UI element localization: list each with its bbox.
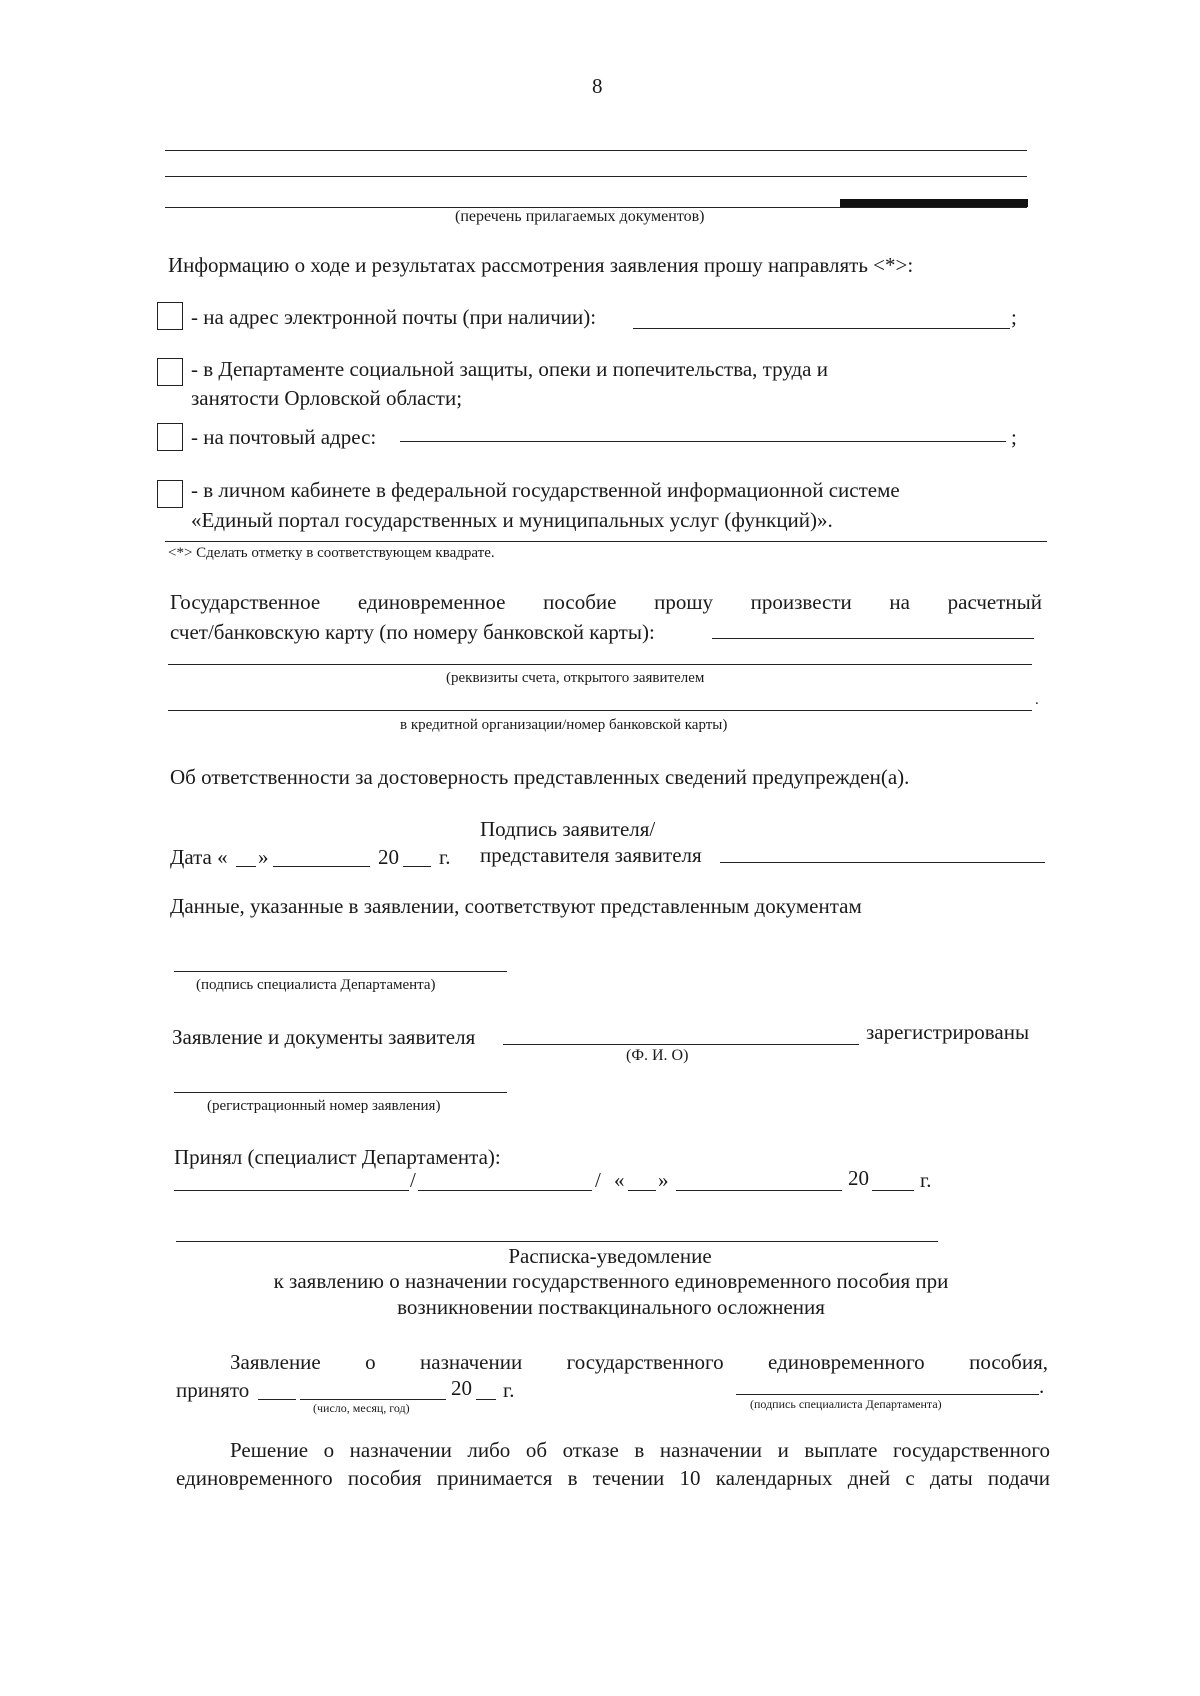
accepted-signature-field[interactable] (174, 1190, 409, 1191)
receipt-year-prefix: 20 (451, 1376, 472, 1400)
accepted-close-quote: » (658, 1168, 669, 1192)
registration-number-field[interactable] (174, 1092, 507, 1093)
accepted-label: Принял (специалист Департамента): (174, 1145, 501, 1169)
checkbox-email[interactable] (157, 302, 183, 330)
receipt-date-caption: (число, месяц, год) (313, 1401, 410, 1415)
receipt-accepted-prefix: принято (176, 1378, 250, 1402)
registered-caption: (Ф. И. О) (626, 1047, 689, 1064)
applicant-name-field[interactable] (503, 1044, 859, 1045)
receipt-year-field[interactable] (476, 1399, 496, 1400)
card-number-field[interactable] (712, 638, 1034, 639)
receipt-subtitle-1: к заявлению о назначении государственного единовременного пособия при (273, 1269, 949, 1293)
accepted-slash-1: / (410, 1168, 416, 1192)
account-line-end: . (1035, 692, 1039, 708)
payment-line-1: Государственное единовременное пособие прошу произвести на расчетный (170, 590, 1042, 614)
attachments-caption: (перечень прилагаемых документов) (455, 208, 705, 225)
option-email-label: - на адрес электронной почты (при наличии): (191, 305, 597, 329)
reg-number-caption: (регистрационный номер заявления) (207, 1098, 441, 1114)
checkbox-postal[interactable] (157, 423, 183, 451)
option-email-end: ; (1011, 305, 1017, 329)
option-department-line1: - в Департаменте социальной защиты, опеки и попечительства, труда и (191, 357, 828, 381)
account-details-line-2[interactable] (168, 710, 1032, 711)
responsibility-statement: Об ответственности за достоверность представленных сведений предупрежден(а). (170, 765, 910, 789)
accepted-day-field[interactable] (628, 1190, 656, 1191)
accepted-slash-2: / (595, 1168, 601, 1192)
info-intro: Информацию о ходе и результатах рассмотрения заявления прошу направлять <*>: (168, 253, 914, 277)
email-field[interactable] (633, 328, 1010, 329)
option-department-line2: занятости Орловской области; (191, 386, 463, 410)
page-number: 8 (592, 74, 603, 98)
accepted-year-prefix: 20 (848, 1166, 869, 1190)
receipt-decision-line-1: Решение о назначении либо об отказе в назначении и выплате государственного (230, 1438, 1050, 1462)
date-close-quote: » (258, 845, 269, 869)
receipt-day-field[interactable] (258, 1399, 296, 1400)
receipt-sign-caption: (подпись специалиста Департамента) (750, 1397, 942, 1411)
accepted-name-field[interactable] (418, 1190, 592, 1191)
account-details-line-1[interactable] (168, 664, 1032, 665)
receipt-line-1: Заявление о назначении государственного единовременного пособия, (230, 1350, 1048, 1374)
registered-suffix: зарегистрированы (866, 1020, 1030, 1044)
receipt-signature-field[interactable] (736, 1394, 1039, 1395)
accepted-year-suffix: г. (920, 1168, 932, 1192)
specialist-sign-caption: (подпись специалиста Департамента) (196, 977, 436, 993)
footnote: <*> Сделать отметку в соответствующем квадрате. (168, 545, 495, 561)
date-label: Дата « (170, 845, 228, 869)
option-portal-line1: - в личном кабинете в федеральной государственной информационной системе (191, 478, 900, 502)
specialist-signature-field[interactable] (174, 971, 507, 972)
applicant-signature-field[interactable] (720, 862, 1045, 863)
date-year-field[interactable] (403, 866, 431, 867)
signature-label-1: Подпись заявителя/ (480, 817, 656, 841)
payment-line-2: счет/банковскую карту (по номеру банковской карты): (170, 620, 655, 644)
checkbox-portal[interactable] (157, 480, 183, 508)
registered-prefix: Заявление и документы заявителя (172, 1025, 476, 1049)
receipt-subtitle-2: возникновении поствакцинального осложнения (397, 1295, 825, 1319)
postal-address-field[interactable] (400, 441, 1006, 442)
option-postal-label: - на почтовый адрес: (191, 425, 377, 449)
date-year-prefix: 20 (378, 845, 399, 869)
receipt-separator (176, 1241, 938, 1242)
scan-artifact-bar (840, 199, 1028, 207)
footnote-separator (165, 541, 1047, 542)
date-day-field[interactable] (236, 866, 256, 867)
date-month-field[interactable] (273, 866, 370, 867)
receipt-year-suffix: г. (503, 1378, 515, 1402)
attachment-line-1[interactable] (165, 150, 1027, 151)
accepted-month-field[interactable] (676, 1190, 842, 1191)
receipt-month-field[interactable] (300, 1399, 446, 1400)
receipt-title: Расписка-уведомление (508, 1244, 712, 1268)
attachment-line-2[interactable] (165, 176, 1027, 177)
option-portal-line2: «Единый портал государственных и муниципальных услуг (функций)». (191, 508, 833, 532)
accepted-year-field[interactable] (872, 1190, 914, 1191)
signature-label-2: представителя заявителя (480, 843, 702, 867)
receipt-signature-dot: . (1039, 1374, 1045, 1398)
account-caption-1: (реквизиты счета, открытого заявителем (446, 670, 705, 686)
option-postal-end: ; (1011, 425, 1017, 449)
account-caption-2: в кредитной организации/номер банковской карты) (400, 717, 728, 733)
data-match-statement: Данные, указанные в заявлении, соответствуют представленным документам (170, 894, 862, 918)
accepted-open-quote: « (614, 1168, 625, 1192)
receipt-decision-line-2: единовременного пособия принимается в течении 10 календарных дней с даты подачи (176, 1466, 1050, 1490)
date-year-suffix: г. (439, 845, 451, 869)
checkbox-department[interactable] (157, 358, 183, 386)
